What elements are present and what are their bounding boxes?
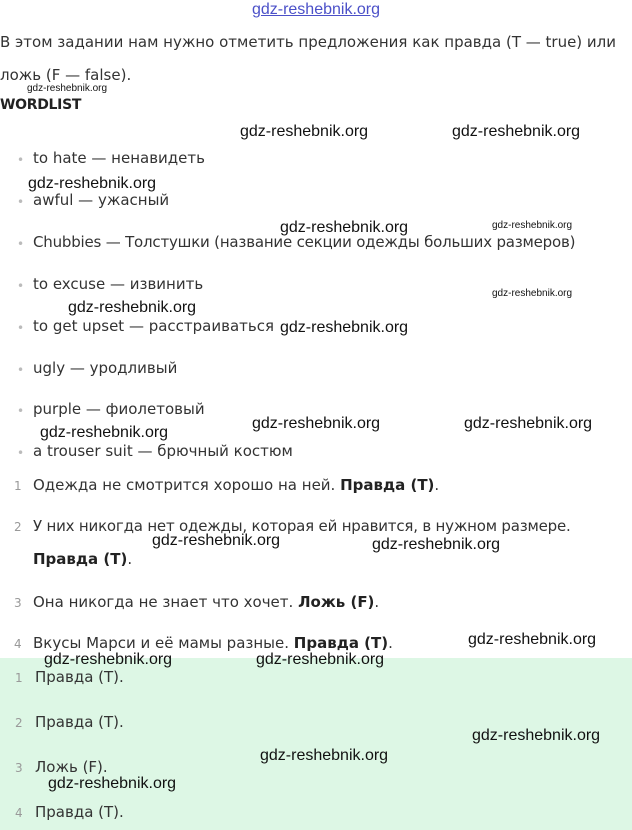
word-entry: to hate — ненавидеть — [33, 149, 205, 167]
watermark: gdz-reshebnik.org — [260, 747, 389, 764]
question-text: У них никогда нет одежды, которая ей нравится, в нужном размере. — [33, 517, 571, 535]
bullet-icon: • — [17, 237, 25, 251]
watermark: gdz-reshebnik.org — [44, 651, 173, 668]
watermark: gdz-reshebnik.org — [464, 415, 593, 432]
wordlist-title: WORDLIST — [0, 97, 82, 113]
question-answer: Правда (T) — [33, 550, 128, 568]
answer-text: Правда (T). — [35, 803, 124, 821]
question-text: Она никогда не знает что хочет. Ложь (F). — [33, 593, 380, 611]
word-entry: Chubbies — Толстушки (название секции одежды больших размеров) — [33, 233, 576, 251]
watermark: gdz-reshebnik.org — [28, 175, 157, 192]
bullet-icon: • — [17, 321, 25, 335]
watermark: gdz-reshebnik.org — [256, 651, 385, 668]
watermark: gdz-reshebnik.org — [40, 424, 169, 441]
question-answer: Правда (T) — [340, 476, 435, 494]
word-entry: awful — ужасный — [33, 191, 170, 209]
watermark: gdz-reshebnik.org — [152, 532, 281, 549]
word-entry: a trouser suit — брючный костюм — [33, 442, 293, 460]
watermark: gdz-reshebnik.org — [68, 299, 197, 316]
word-entry: ugly — уродливый — [33, 359, 178, 377]
bullet-icon: • — [17, 153, 25, 167]
bullet-icon: • — [17, 279, 25, 293]
watermark: gdz-reshebnik.org — [452, 123, 581, 140]
question-text: Вкусы Марси и её мамы разные. Правда (T). — [33, 634, 393, 652]
bullet-icon: • — [17, 363, 25, 377]
watermark: gdz-reshebnik.org — [252, 415, 381, 432]
answer-number: 4 — [15, 806, 23, 820]
watermark: gdz-reshebnik.org — [372, 536, 501, 553]
watermark: gdz-reshebnik.org — [48, 775, 177, 792]
word-entry: purple — фиолетовый — [33, 400, 205, 418]
question-number: 2 — [14, 520, 22, 534]
question-number: 1 — [14, 479, 22, 493]
answer-text: Правда (T). — [35, 668, 124, 686]
question-number: 4 — [14, 637, 22, 651]
word-entry: to get upset — расстраиваться — [33, 317, 275, 335]
answer-number: 2 — [15, 716, 23, 730]
site-header-link[interactable]: gdz-reshebnik.org — [251, 1, 381, 18]
intro-text-line-2: ложь (F — false). — [0, 66, 132, 84]
question-number: 3 — [14, 596, 22, 610]
question-answer-line: Правда (T). — [33, 550, 133, 568]
answer-number: 1 — [15, 671, 23, 685]
answer-text: Ложь (F). — [35, 758, 108, 776]
answer-number: 3 — [15, 761, 23, 775]
watermark: gdz-reshebnik.org — [468, 631, 597, 648]
bullet-icon: • — [17, 195, 25, 209]
bullet-icon: • — [17, 404, 25, 418]
watermark: gdz-reshebnik.org — [27, 83, 108, 94]
bullet-icon: • — [17, 446, 25, 460]
question-text: Одежда не смотрится хорошо на ней. Правда (T). — [33, 476, 440, 494]
question-answer: Ложь (F) — [298, 593, 375, 611]
watermark: gdz-reshebnik.org — [280, 319, 409, 336]
answer-text: Правда (T). — [35, 713, 124, 731]
watermark: gdz-reshebnik.org — [492, 220, 573, 231]
intro-text-line-1: В этом задании нам нужно отметить предложения как правда (T — true) или — [0, 33, 617, 51]
watermark: gdz-reshebnik.org — [240, 123, 369, 140]
word-entry: to excuse — извинить — [33, 275, 204, 293]
watermark: gdz-reshebnik.org — [472, 727, 601, 744]
watermark: gdz-reshebnik.org — [492, 288, 573, 299]
question-answer: Правда (T) — [293, 634, 389, 652]
watermark: gdz-reshebnik.org — [280, 219, 409, 236]
